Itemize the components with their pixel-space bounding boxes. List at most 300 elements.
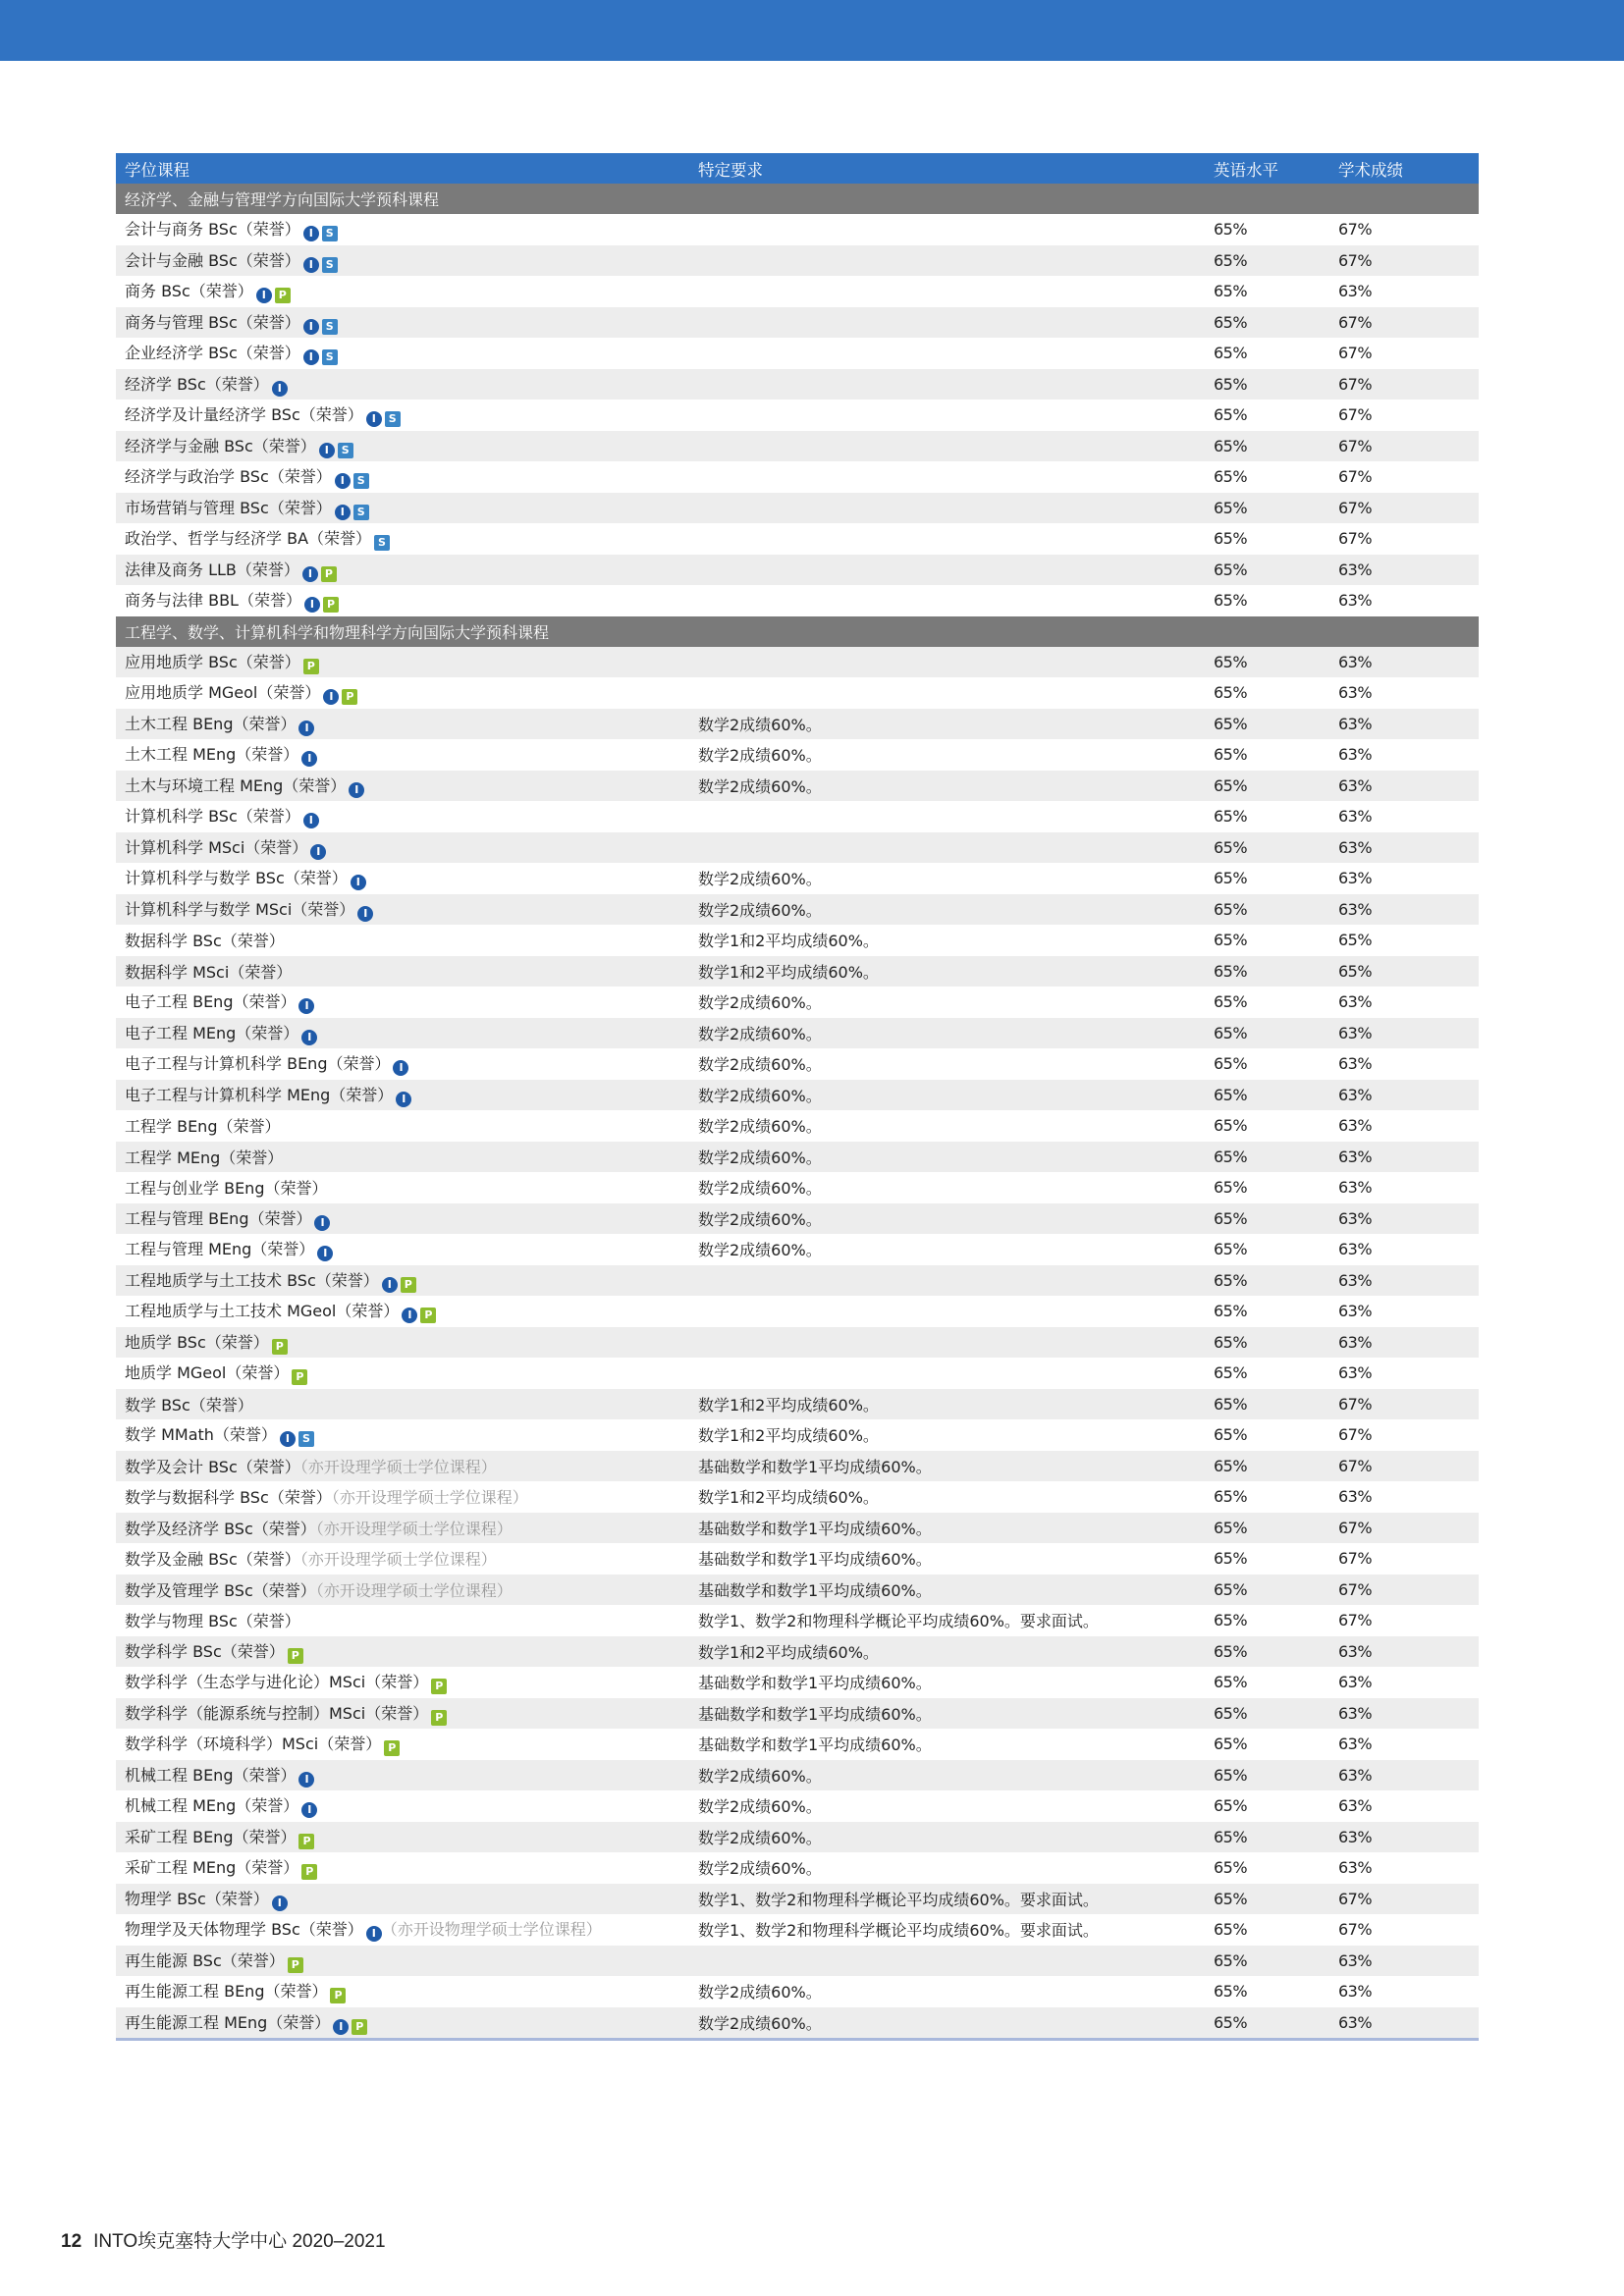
english-level-cell: 65% xyxy=(1205,1451,1329,1482)
requirement-cell: 数学1和2平均成绩60%。 xyxy=(689,1389,1205,1420)
i-circle-icon: I xyxy=(351,875,366,890)
table-row xyxy=(116,1513,1479,1544)
table-row xyxy=(116,1698,1479,1730)
course-name: 电子工程 MEng（荣誉） xyxy=(125,1023,299,1042)
english-level-cell: 65% xyxy=(1205,1698,1329,1730)
academic-score-cell: 63% xyxy=(1338,591,1373,611)
requirement-cell: 数学2成绩60%。 xyxy=(689,1142,1205,1173)
table-row xyxy=(116,523,1479,555)
academic-score-cell: 63% xyxy=(1329,1018,1479,1049)
course-name: 数学及经济学 BSc（荣誉） xyxy=(125,1519,316,1538)
section-title: 经济学、金融与管理学方向国际大学预科课程 xyxy=(116,184,1479,214)
requirement-cell: 基础数学和数学1平均成绩60%。 xyxy=(698,1674,932,1693)
table-row xyxy=(116,1884,1479,1915)
p-square-icon: P xyxy=(401,1277,416,1293)
course-cell xyxy=(116,1265,689,1297)
course-cell xyxy=(116,555,689,586)
academic-score-cell: 67% xyxy=(1338,1920,1373,1940)
p-square-icon: P xyxy=(288,1957,303,1973)
english-level-cell: 65% xyxy=(1205,1265,1329,1297)
course-note: （亦开设理学硕士学位课程） xyxy=(315,1519,513,1538)
requirement-cell xyxy=(689,493,1205,524)
table-row xyxy=(116,431,1479,462)
table-row xyxy=(116,1080,1479,1111)
english-level-cell: 65% xyxy=(1205,307,1329,339)
academic-score-cell: 67% xyxy=(1329,245,1479,277)
english-level-cell: 65% xyxy=(1214,1302,1248,1321)
requirement-cell: 数学1和2平均成绩60%。 xyxy=(698,1426,879,1446)
course-cell xyxy=(116,1852,689,1884)
requirement-cell: 数学2成绩60%。 xyxy=(689,1760,1205,1791)
course-cell xyxy=(116,1822,689,1853)
course-name: 数学 BSc（荣誉） xyxy=(125,1395,253,1415)
p-square-icon: P xyxy=(321,566,337,582)
course-note: （亦开设理学硕士学位课程） xyxy=(299,1550,497,1570)
top-banner xyxy=(0,0,1624,61)
course-note: （亦开设理学硕士学位课程） xyxy=(315,1580,513,1600)
requirement-cell: 数学2成绩60%。 xyxy=(689,1018,1205,1049)
i-circle-icon: I xyxy=(303,349,319,365)
i-circle-icon: I xyxy=(382,1277,398,1293)
requirement-cell: 数学1、数学2和物理科学概论平均成绩60%。要求面试。 xyxy=(698,1921,1099,1941)
header-row xyxy=(116,153,1479,184)
course-name: 采矿工程 BEng（荣誉） xyxy=(125,1827,297,1846)
course-name: 计算机科学与数学 BSc（荣誉） xyxy=(125,869,348,888)
course-cell xyxy=(116,1698,689,1730)
table-row xyxy=(116,1852,1479,1884)
course-name: 物理学及天体物理学 BSc（荣誉） xyxy=(125,1920,363,1940)
i-circle-icon: I xyxy=(349,782,364,798)
table-row xyxy=(116,555,1479,586)
english-level-cell: 65% xyxy=(1214,1487,1248,1507)
table-row xyxy=(116,1172,1479,1203)
academic-score-cell: 65% xyxy=(1329,956,1479,988)
course-cell xyxy=(116,1203,689,1235)
table-row xyxy=(116,1790,1479,1822)
english-level-cell: 65% xyxy=(1205,1327,1329,1359)
english-level-cell: 65% xyxy=(1214,1920,1248,1940)
table-row xyxy=(116,1976,1479,2007)
academic-score-cell: 63% xyxy=(1329,1203,1479,1235)
academic-score-cell: 67% xyxy=(1338,1549,1373,1569)
course-cell xyxy=(116,739,689,771)
table-row xyxy=(116,369,1479,400)
table-row xyxy=(116,1946,1479,1977)
p-square-icon: P xyxy=(342,689,357,705)
requirement-cell xyxy=(689,214,1205,245)
english-level-cell: 65% xyxy=(1214,1796,1248,1816)
requirement-cell xyxy=(689,677,1205,709)
i-circle-icon: I xyxy=(298,1772,314,1788)
academic-score-cell: 63% xyxy=(1329,1080,1479,1111)
table-row xyxy=(116,1729,1479,1760)
course-cell xyxy=(116,1142,689,1173)
academic-score-cell: 67% xyxy=(1329,431,1479,462)
table-row xyxy=(116,1481,1479,1513)
requirement-cell xyxy=(689,801,1205,832)
i-circle-icon: I xyxy=(301,1030,317,1045)
course-name: 市场营销与管理 BSc（荣誉） xyxy=(125,498,332,517)
academic-score-cell: 67% xyxy=(1329,1451,1479,1482)
course-name: 采矿工程 MEng（荣誉） xyxy=(125,1858,299,1878)
english-level-cell: 65% xyxy=(1205,956,1329,988)
s-square-icon: S xyxy=(322,257,338,273)
requirement-cell: 数学2成绩60%。 xyxy=(698,1983,822,2002)
requirement-cell: 数学1和2平均成绩60%。 xyxy=(698,1488,879,1508)
course-name: 电子工程与计算机科学 BEng（荣誉） xyxy=(125,1054,391,1074)
course-name: 商务 BSc（荣誉） xyxy=(125,282,253,301)
course-name: 企业经济学 BSc（荣誉） xyxy=(125,344,300,363)
academic-score-cell: 63% xyxy=(1338,683,1373,703)
academic-score-cell: 67% xyxy=(1329,1513,1479,1544)
i-circle-icon: I xyxy=(396,1092,411,1107)
s-square-icon: S xyxy=(374,535,390,551)
table-row xyxy=(116,1636,1479,1668)
table-row xyxy=(116,771,1479,802)
english-level-cell: 65% xyxy=(1214,1116,1248,1136)
course-cell xyxy=(116,1976,689,2007)
i-circle-icon: I xyxy=(335,505,351,520)
english-level-cell: 65% xyxy=(1214,467,1248,487)
course-cell xyxy=(116,1080,689,1111)
table-row xyxy=(116,493,1479,524)
course-name: 电子工程 BEng（荣誉） xyxy=(125,992,297,1012)
i-circle-icon: I xyxy=(256,288,272,303)
course-cell xyxy=(116,1760,689,1791)
course-cell xyxy=(116,493,689,524)
english-level-cell: 65% xyxy=(1205,647,1329,678)
requirement-cell: 基础数学和数学1平均成绩60%。 xyxy=(689,1513,1205,1544)
requirement-cell xyxy=(689,338,1205,369)
table-bottom-rule xyxy=(116,2038,1479,2041)
course-name: 经济学与政治学 BSc（荣誉） xyxy=(125,467,332,487)
course-name: 机械工程 MEng（荣誉） xyxy=(125,1796,299,1816)
requirement-cell: 数学2成绩60%。 xyxy=(698,1055,822,1075)
course-cell xyxy=(116,1575,689,1606)
requirement-cell: 数学2成绩60%。 xyxy=(689,771,1205,802)
table-row xyxy=(116,1327,1479,1359)
course-name: 电子工程与计算机科学 MEng（荣誉） xyxy=(125,1085,394,1104)
p-square-icon: P xyxy=(420,1308,436,1323)
table-row xyxy=(116,1389,1479,1420)
section-header-row xyxy=(116,616,1479,647)
english-level-cell: 65% xyxy=(1214,1735,1248,1754)
academic-score-cell: 67% xyxy=(1338,467,1373,487)
requirement-cell: 基础数学和数学1平均成绩60%。 xyxy=(689,1451,1205,1482)
p-square-icon: P xyxy=(352,2019,367,2035)
academic-score-cell: 67% xyxy=(1329,1884,1479,1915)
course-name: 经济学与金融 BSc（荣誉） xyxy=(125,436,316,455)
table-row xyxy=(116,1110,1479,1142)
section-title: 工程学、数学、计算机科学和物理科学方向国际大学预科课程 xyxy=(116,616,1479,647)
english-level-cell: 65% xyxy=(1205,1203,1329,1235)
i-circle-icon: I xyxy=(272,381,288,397)
english-level-cell: 65% xyxy=(1205,771,1329,802)
p-square-icon: P xyxy=(431,1679,447,1694)
table-row xyxy=(116,338,1479,369)
course-cell xyxy=(116,987,689,1018)
course-name: 商务与法律 BBL（荣誉） xyxy=(125,591,301,611)
page-number: 12 xyxy=(61,2231,82,2252)
academic-score-cell: 63% xyxy=(1338,1302,1373,1321)
i-circle-icon: I xyxy=(301,1802,317,1818)
english-level-cell: 65% xyxy=(1214,745,1248,765)
requirement-cell: 数学1、数学2和物理科学概论平均成绩60%。要求面试。 xyxy=(698,1612,1099,1631)
i-circle-icon: I xyxy=(272,1896,288,1911)
requirement-cell xyxy=(689,461,1205,493)
requirement-cell xyxy=(689,400,1205,431)
academic-score-cell: 63% xyxy=(1329,647,1479,678)
english-level-cell: 65% xyxy=(1205,245,1329,277)
p-square-icon: P xyxy=(303,659,319,674)
course-cell xyxy=(116,338,689,369)
academic-score-cell: 67% xyxy=(1338,1611,1373,1630)
academic-score-cell: 63% xyxy=(1329,1698,1479,1730)
requirement-cell xyxy=(689,647,1205,678)
table-row xyxy=(116,1822,1479,1853)
course-cell xyxy=(116,1419,689,1451)
course-name: 工程学 BEng（荣誉） xyxy=(125,1117,281,1137)
requirement-cell: 基础数学和数学1平均成绩60%。 xyxy=(698,1735,932,1755)
course-name: 数据科学 MSci（荣誉） xyxy=(125,962,293,982)
s-square-icon: S xyxy=(338,443,353,458)
english-level-cell: 65% xyxy=(1214,1982,1248,2002)
requirement-cell: 数学2成绩60%。 xyxy=(689,709,1205,740)
requirement-cell xyxy=(689,1946,1205,1977)
academic-score-cell: 63% xyxy=(1329,1636,1479,1668)
requirement-cell: 数学1和2平均成绩60%。 xyxy=(698,932,879,951)
academic-score-cell: 63% xyxy=(1338,282,1373,301)
english-level-cell: 65% xyxy=(1214,344,1248,363)
academic-score-cell: 63% xyxy=(1329,709,1479,740)
table-row xyxy=(116,1760,1479,1791)
requirement-cell: 数学2成绩60%。 xyxy=(698,993,822,1013)
i-circle-icon: I xyxy=(319,443,335,458)
english-level-cell: 65% xyxy=(1205,1822,1329,1853)
course-name: 法律及商务 LLB（荣誉） xyxy=(125,560,299,579)
requirement-cell xyxy=(689,1296,1205,1327)
academic-score-cell: 63% xyxy=(1338,1178,1373,1198)
english-level-cell: 65% xyxy=(1214,1363,1248,1383)
english-level-cell: 65% xyxy=(1205,431,1329,462)
s-square-icon: S xyxy=(322,349,338,365)
academic-score-cell: 67% xyxy=(1329,1389,1479,1420)
academic-score-cell: 63% xyxy=(1338,1735,1373,1754)
table-row xyxy=(116,863,1479,894)
requirement-cell: 数学2成绩60%。 xyxy=(698,746,822,766)
i-circle-icon: I xyxy=(323,689,339,705)
requirement-cell: 数学2成绩60%。 xyxy=(689,1203,1205,1235)
english-level-cell: 65% xyxy=(1214,1178,1248,1198)
academic-score-cell: 67% xyxy=(1338,220,1373,240)
academic-score-cell: 67% xyxy=(1329,1575,1479,1606)
p-square-icon: P xyxy=(323,597,339,613)
course-name: 土木工程 MEng（荣誉） xyxy=(125,745,299,765)
table-row xyxy=(116,1234,1479,1265)
english-level-cell: 65% xyxy=(1205,1142,1329,1173)
requirement-cell: 数学2成绩60%。 xyxy=(698,1179,822,1199)
academic-score-cell: 63% xyxy=(1338,1796,1373,1816)
academic-score-cell: 63% xyxy=(1338,1982,1373,2002)
requirement-cell xyxy=(689,276,1205,307)
course-name: 数学科学 BSc（荣誉） xyxy=(125,1641,285,1661)
course-name: 工程地质学与土工技术 BSc（荣誉） xyxy=(125,1270,379,1290)
requirement-cell: 数学2成绩60%。 xyxy=(689,894,1205,926)
course-name: 计算机科学 BSc（荣誉） xyxy=(125,807,300,827)
table-row xyxy=(116,400,1479,431)
i-circle-icon: I xyxy=(280,1431,296,1447)
english-level-cell: 65% xyxy=(1214,282,1248,301)
academic-score-cell: 67% xyxy=(1329,493,1479,524)
table-row xyxy=(116,956,1479,988)
requirement-cell: 基础数学和数学1平均成绩60%。 xyxy=(689,1575,1205,1606)
course-name: 经济学 BSc（荣誉） xyxy=(125,374,269,394)
table-row xyxy=(116,647,1479,678)
column-header-english: 英语水平 xyxy=(1205,153,1329,184)
english-level-cell: 65% xyxy=(1214,220,1248,240)
table-row xyxy=(116,1048,1479,1080)
i-circle-icon: I xyxy=(366,1926,382,1942)
p-square-icon: P xyxy=(330,1988,346,2003)
requirement-cell xyxy=(689,1265,1205,1297)
english-level-cell: 65% xyxy=(1205,1080,1329,1111)
course-cell xyxy=(116,1513,689,1544)
course-name: 地质学 MGeol（荣誉） xyxy=(125,1363,290,1383)
i-circle-icon: I xyxy=(303,226,319,241)
table-row xyxy=(116,832,1479,864)
course-name: 计算机科学 MSci（荣誉） xyxy=(125,837,308,857)
p-square-icon: P xyxy=(384,1740,400,1756)
academic-score-cell: 63% xyxy=(1329,2007,1479,2039)
course-name: 工程与管理 MEng（荣誉） xyxy=(125,1240,315,1259)
course-cell xyxy=(116,245,689,277)
i-circle-icon: I xyxy=(304,597,320,613)
english-level-cell: 65% xyxy=(1205,709,1329,740)
table-row xyxy=(116,1296,1479,1327)
english-level-cell: 65% xyxy=(1214,931,1248,950)
table-row xyxy=(116,214,1479,245)
academic-score-cell: 63% xyxy=(1338,1054,1373,1074)
table-row xyxy=(116,1358,1479,1389)
i-circle-icon: I xyxy=(393,1060,408,1076)
course-cell xyxy=(116,585,689,616)
course-name: 工程地质学与土工技术 MGeol（荣誉） xyxy=(125,1302,400,1321)
courses-table xyxy=(116,153,1479,2038)
course-cell xyxy=(116,2007,689,2039)
course-name: 数学与数据科学 BSc（荣誉） xyxy=(125,1488,332,1508)
table-row xyxy=(116,307,1479,339)
academic-score-cell: 67% xyxy=(1329,307,1479,339)
academic-score-cell: 63% xyxy=(1329,1142,1479,1173)
course-cell xyxy=(116,771,689,802)
course-name: 数学科学（能源系统与控制）MSci（荣誉） xyxy=(125,1703,429,1723)
table-row xyxy=(116,1575,1479,1606)
i-circle-icon: I xyxy=(301,751,317,767)
course-cell xyxy=(116,1543,689,1575)
course-cell xyxy=(116,1296,689,1327)
requirement-cell xyxy=(689,307,1205,339)
requirement-cell: 数学2成绩60%。 xyxy=(698,1117,822,1137)
english-level-cell: 65% xyxy=(1205,832,1329,864)
english-level-cell: 65% xyxy=(1205,1018,1329,1049)
requirement-cell xyxy=(689,1327,1205,1359)
english-level-cell: 65% xyxy=(1205,1575,1329,1606)
academic-score-cell: 63% xyxy=(1329,1760,1479,1791)
course-cell xyxy=(116,431,689,462)
table-row xyxy=(116,2007,1479,2039)
english-level-cell: 65% xyxy=(1214,1549,1248,1569)
requirement-cell: 数学2成绩60%。 xyxy=(689,1080,1205,1111)
p-square-icon: P xyxy=(301,1864,317,1880)
p-square-icon: P xyxy=(288,1648,303,1664)
course-name: 数学及金融 BSc（荣誉） xyxy=(125,1550,300,1570)
course-name: 计算机科学与数学 MSci（荣誉） xyxy=(125,899,355,919)
column-header-course: 学位课程 xyxy=(116,153,689,184)
i-circle-icon: I xyxy=(317,1246,333,1261)
course-note: （亦开设理学硕士学位课程） xyxy=(299,1457,497,1476)
table-row xyxy=(116,1914,1479,1946)
requirement-cell: 数学2成绩60%。 xyxy=(689,1822,1205,1853)
column-header-academic: 学术成绩 xyxy=(1329,153,1479,184)
requirement-cell: 数学1和2平均成绩60%。 xyxy=(689,956,1205,988)
course-name: 会计与商务 BSc（荣誉） xyxy=(125,220,300,240)
table-row xyxy=(116,1018,1479,1049)
course-name: 应用地质学 BSc（荣誉） xyxy=(125,652,300,671)
table-row xyxy=(116,894,1479,926)
requirement-cell xyxy=(689,832,1205,864)
english-level-cell: 65% xyxy=(1214,807,1248,827)
academic-score-cell: 65% xyxy=(1338,931,1373,950)
course-name: 数学 MMath（荣誉） xyxy=(125,1425,277,1445)
course-cell xyxy=(116,832,689,864)
course-note: （亦开设物理学硕士学位课程） xyxy=(381,1920,602,1940)
english-level-cell: 65% xyxy=(1214,869,1248,888)
course-cell xyxy=(116,956,689,988)
table-row xyxy=(116,1543,1479,1575)
english-level-cell: 65% xyxy=(1205,2007,1329,2039)
academic-score-cell: 67% xyxy=(1338,405,1373,425)
section-header-row xyxy=(116,184,1479,214)
course-name: 政治学、哲学与经济学 BA（荣誉） xyxy=(125,529,372,549)
i-circle-icon: I xyxy=(366,411,382,427)
english-level-cell: 65% xyxy=(1205,894,1329,926)
course-name: 机械工程 BEng（荣誉） xyxy=(125,1765,297,1785)
table-row xyxy=(116,1667,1479,1698)
course-name: 数学与物理 BSc（荣誉） xyxy=(125,1612,300,1631)
i-circle-icon: I xyxy=(310,844,326,860)
s-square-icon: S xyxy=(322,319,338,335)
english-level-cell: 65% xyxy=(1205,1884,1329,1915)
academic-score-cell: 63% xyxy=(1338,807,1373,827)
table-row xyxy=(116,1605,1479,1636)
course-cell xyxy=(116,214,689,245)
requirement-cell xyxy=(689,523,1205,555)
english-level-cell: 65% xyxy=(1214,1858,1248,1878)
course-cell xyxy=(116,1327,689,1359)
table-row xyxy=(116,245,1479,277)
table-row xyxy=(116,987,1479,1018)
course-cell xyxy=(116,1914,689,1946)
i-circle-icon: I xyxy=(314,1215,330,1231)
requirement-cell xyxy=(689,369,1205,400)
requirement-cell xyxy=(689,585,1205,616)
i-circle-icon: I xyxy=(333,2019,349,2035)
english-level-cell: 65% xyxy=(1205,555,1329,586)
course-cell xyxy=(116,1605,689,1636)
academic-score-cell: 63% xyxy=(1338,869,1373,888)
academic-score-cell: 67% xyxy=(1338,529,1373,549)
i-circle-icon: I xyxy=(298,721,314,736)
